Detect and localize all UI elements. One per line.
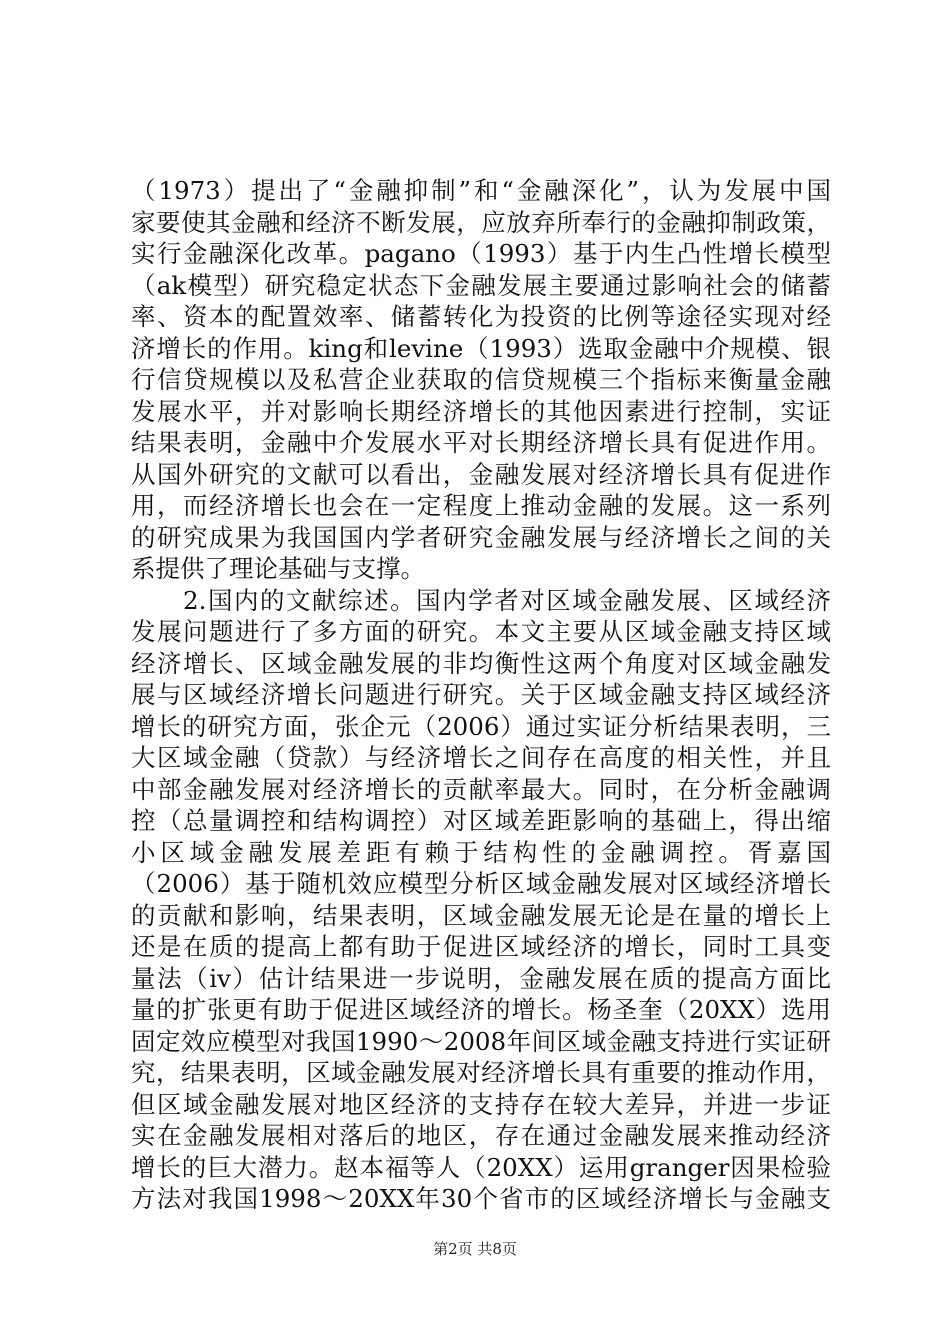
text-line: 方法对我国1998～20XX年30个省市的区域经济增长与金融支 [131, 1184, 831, 1213]
text-line: 增长的巨大潜力。赵本福等人（20XX）运用granger因果检验 [131, 1152, 831, 1182]
text-line: 小区域金融发展差距有赖于结构性的金融调控。胥嘉国 [131, 837, 831, 867]
text-line: 率、资本的配置效率、储蓄转化为投资的比例等途径实现对经 [131, 302, 831, 331]
text-line: 量的扩张更有助于促进区域经济的增长。杨圣奎（20XX）选用 [131, 995, 831, 1024]
text-line: 发展问题进行了多方面的研究。本文主要从区域金融支持区域 [131, 617, 831, 646]
text-line: 固定效应模型对我国1990～2008年间区域金融支持进行实证研 [131, 1026, 831, 1056]
text-line: （ak模型）研究稳定状态下金融发展主要通过影响社会的储蓄 [131, 270, 831, 300]
text-line: 但区域金融发展对地区经济的支持存在较大差异，并进一步证 [131, 1089, 831, 1119]
text-line: 用，而经济增长也会在一定程度上推动金融的发展。这一系列 [131, 491, 831, 520]
body-text [131, 175, 831, 1215]
text-line: （1973）提出了“金融抑制”和“金融深化”，认为发展中国 [131, 176, 831, 205]
text-line: 2.国内的文献综述。国内学者对区域金融发展、区域经济 [131, 585, 831, 615]
text-line: 中部金融发展对经济增长的贡献率最大。同时，在分析金融调 [131, 774, 831, 804]
text-line: 的研究成果为我国国内学者研究金融发展与经济增长之间的关 [131, 522, 831, 552]
text-line: 量法（iv）估计结果进一步说明，金融发展在质的提高方面比 [131, 963, 831, 993]
text-line: 结果表明，金融中介发展水平对长期经济增长具有促进作用。 [131, 428, 831, 457]
text-line: 控（总量调控和结构调控）对区域差距影响的基础上，得出缩 [131, 806, 831, 835]
text-line: 发展水平，并对影响长期经济增长的其他因素进行控制，实证 [131, 396, 831, 426]
page-footer: 第2页 共8页 [433, 1240, 517, 1258]
text-line: 增长的研究方面，张企元（2006）通过实证分析结果表明，三 [131, 711, 831, 741]
text-line: 究，结果表明，区域金融发展对经济增长具有重要的推动作用， [131, 1058, 831, 1087]
text-line: 从国外研究的文献可以看出，金融发展对经济增长具有促进作 [131, 459, 831, 489]
text-line: 家要使其金融和经济不断发展，应放弃所奉行的金融抑制政策， [131, 207, 831, 237]
text-line: 济增长的作用。king和levine（1993）选取金融中介规模、银 [131, 333, 831, 363]
text-line: 实行金融深化改革。pagano（1993）基于内生凸性增长模型 [131, 239, 831, 268]
text-line: 还是在质的提高上都有助于促进区域经济的增长，同时工具变 [131, 932, 831, 961]
text-line: 的贡献和影响，结果表明，区域金融发展无论是在量的增长上 [131, 900, 831, 930]
text-line: 大区域金融（贷款）与经济增长之间存在高度的相关性，并且 [131, 743, 831, 772]
text-line: 行信贷规模以及私营企业获取的信贷规模三个指标来衡量金融 [131, 365, 831, 394]
text-line: 系提供了理论基础与支撑。 [131, 554, 425, 583]
text-line: 实在金融发展相对落后的地区，存在通过金融发展来推动经济 [131, 1121, 831, 1150]
text-line: 展与区域经济增长问题进行研究。关于区域金融支持区域经济 [131, 680, 831, 709]
text-line: （2006）基于随机效应模型分析区域金融发展对区域经济增长 [131, 869, 831, 898]
text-line: 经济增长、区域金融发展的非均衡性这两个角度对区域金融发 [131, 648, 831, 678]
